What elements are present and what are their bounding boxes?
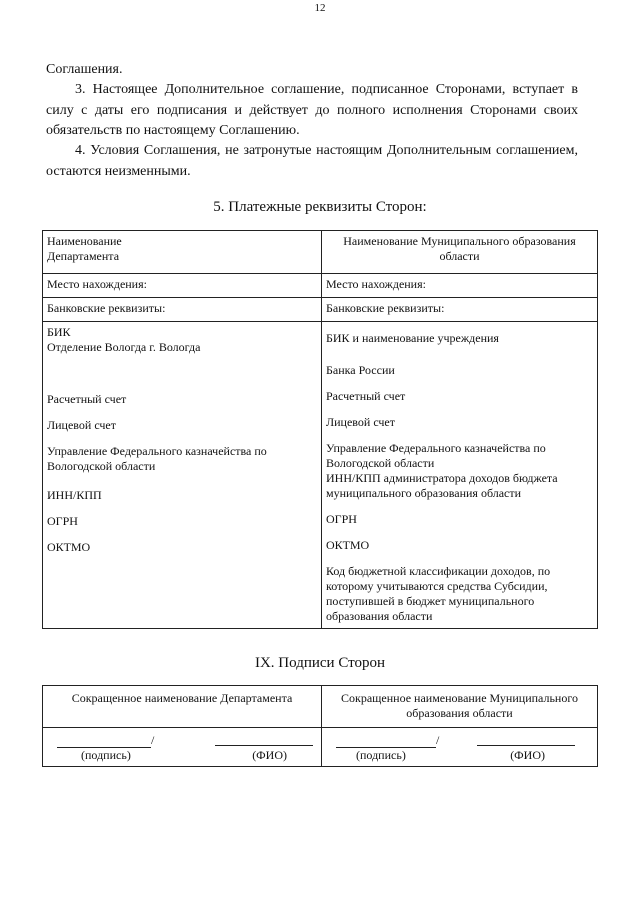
left-bank-cell — [43, 298, 322, 322]
table-row — [43, 298, 598, 322]
payment-details-table — [42, 230, 598, 629]
left-oktmo: ОКТМО — [47, 540, 91, 554]
left-name-label: (ФИО) — [252, 748, 287, 762]
left-bik-branch: Отделение Вологда г. Вологда — [47, 340, 201, 354]
paragraph-continuation: Соглашения. — [46, 62, 123, 77]
table-row — [43, 728, 598, 767]
right-account: Расчетный счет — [326, 389, 406, 403]
right-signature-cell — [322, 728, 598, 767]
left-bank-details: Банковские реквизиты: — [47, 301, 166, 315]
right-bank-cell — [322, 298, 598, 322]
right-header-text: Наименование Муниципального образования области — [343, 234, 576, 263]
left-details-cell — [43, 322, 322, 629]
left-signature-slash: / — [151, 733, 155, 747]
signatures-title: IX. Подписи Сторон — [254, 655, 386, 671]
left-treasury: Управление Федерального казначейства по Вологодской области — [47, 444, 267, 473]
signatures-table — [42, 685, 598, 767]
left-signature-header — [43, 686, 322, 728]
paragraph-clause-3: 3. Настоящее Дополнительное соглашение, подписанное Сторонами, вступает в силу с даты его подписания и действует до полного исполнения Сторонами своих обязательств по настоящему Соглашению. — [46, 82, 578, 138]
right-bank-russia: Банка России — [326, 363, 395, 377]
left-signature-label: (подпись) — [81, 748, 131, 762]
right-location-cell — [322, 274, 598, 298]
table-row — [43, 686, 598, 728]
left-location-cell — [43, 274, 322, 298]
right-signature-header — [322, 686, 598, 728]
left-header-line1: Наименование — [47, 234, 122, 248]
right-bik: БИК и наименование учреждения — [326, 331, 499, 345]
table-row — [43, 231, 598, 274]
right-location: Место нахождения: — [326, 277, 426, 291]
right-signature-label: (подпись) — [356, 748, 406, 762]
left-inn: ИНН/КПП — [47, 488, 102, 502]
right-personal-account: Лицевой счет — [326, 415, 396, 429]
left-account: Расчетный счет — [47, 392, 127, 406]
section-5-title: 5. Платежные реквизиты Сторон: — [213, 199, 427, 215]
right-kbk: Код бюджетной классификации доходов, по которому учитываются средства Субсидии, поступившей в бюджет муниципального образования области — [326, 564, 551, 623]
right-signature-slash: / — [436, 733, 440, 747]
table-row — [43, 322, 598, 629]
right-details-cell — [322, 322, 598, 629]
left-signature-header-text: Сокращенное наименование Департамента — [71, 691, 293, 705]
right-inn: ИНН/КПП администратора доходов бюджета муниципального образования области — [326, 471, 558, 500]
right-signature-header-text: Сокращенное наименование Муниципального образования области — [341, 691, 578, 720]
right-header-cell — [322, 231, 598, 274]
right-signature-line — [336, 735, 436, 748]
left-header-cell — [43, 231, 322, 274]
left-name-line — [215, 733, 313, 746]
left-personal-account: Лицевой счет — [47, 418, 117, 432]
right-name-label: (ФИО) — [510, 748, 545, 762]
page-number: 12 — [314, 2, 326, 14]
left-bik: БИК — [47, 325, 71, 339]
left-header-line2: Департамента — [47, 249, 120, 263]
left-ogrn: ОГРН — [47, 514, 78, 528]
right-oktmo: ОКТМО — [326, 538, 370, 552]
paragraph-clause-4: 4. Условия Соглашения, не затронутые настоящим Дополнительным соглашением, остаются неизменными. — [46, 143, 578, 179]
left-signature-line — [57, 735, 151, 748]
table-row — [43, 274, 598, 298]
right-bank-details: Банковские реквизиты: — [326, 301, 445, 315]
left-location: Место нахождения: — [47, 277, 147, 291]
right-name-line — [477, 733, 575, 746]
right-treasury: Управление Федерального казначейства по Вологодской области — [326, 441, 546, 470]
left-signature-cell — [43, 728, 322, 767]
right-ogrn: ОГРН — [326, 512, 357, 526]
